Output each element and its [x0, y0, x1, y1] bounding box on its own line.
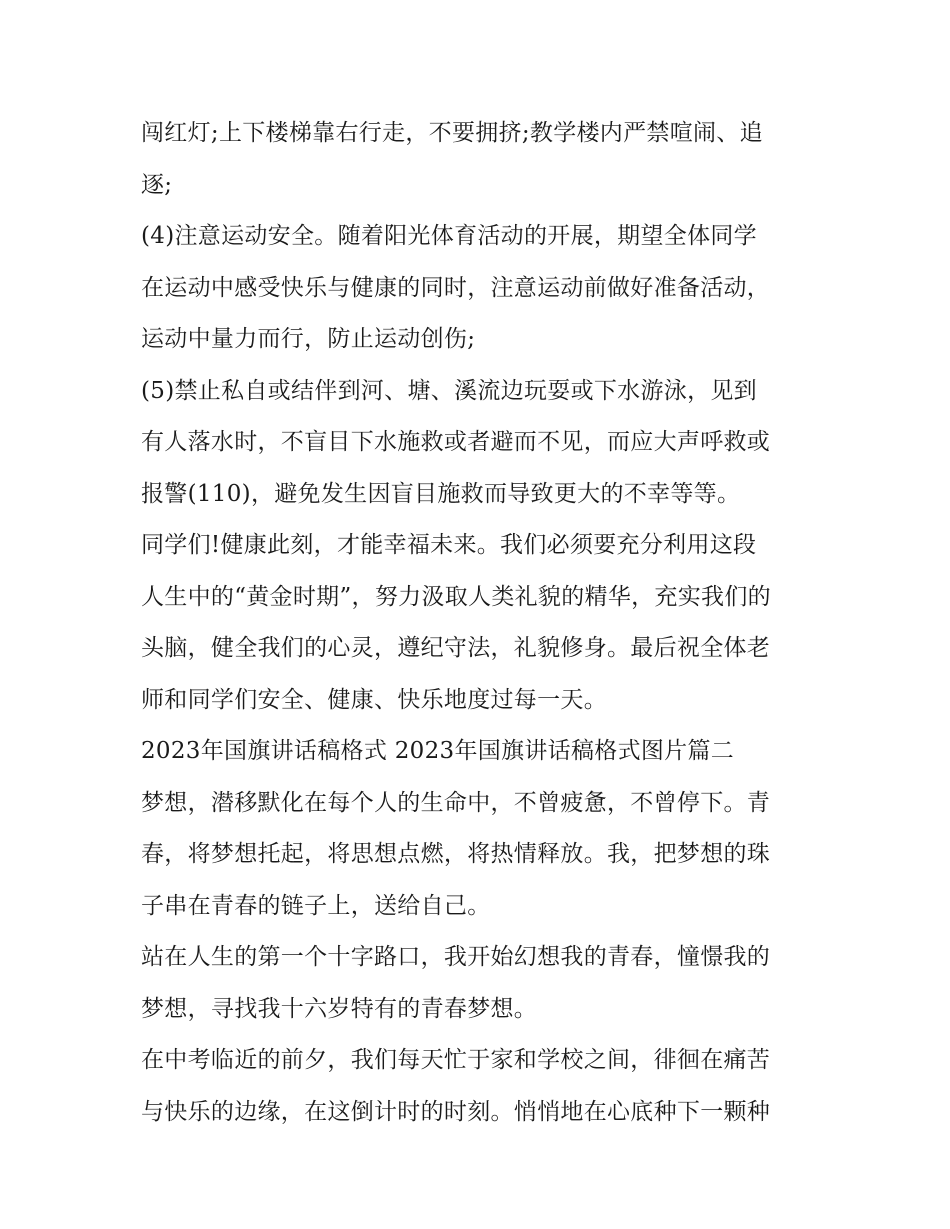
document-body: [141, 108, 821, 1138]
text-line: 师和同学们安全、健康、快乐地度过每一天。: [141, 686, 607, 713]
text-line: 梦想，潜移默化在每个人的生命中，不曾疲惫，不曾停下。青: [141, 789, 771, 816]
text-line: 闯红灯;上下楼梯靠右行走，不要拥挤;教学楼内严禁喧闹、追: [141, 120, 763, 146]
text-line: 报警(110)，避免发生因盲目施救而导致更大的不幸等等。: [141, 480, 741, 507]
text-line: 同学们!健康此刻，才能幸福未来。我们必须要充分利用这段: [141, 532, 757, 558]
text-line: 人生中的“黄金时期”，努力汲取人类礼貌的精华，充实我们的: [141, 583, 771, 610]
text-line: 运动中量力而行，防止运动创伤;: [141, 326, 476, 352]
text-line: 子串在青春的链子上，送给自己。: [141, 892, 491, 919]
text-line: 头脑，健全我们的心灵，遵纪守法，礼貌修身。最后祝全体老: [141, 635, 771, 661]
text-line: 逐;: [141, 171, 173, 198]
text-line: 在中考临近的前夕，我们每天忙于家和学校之间，徘徊在痛苦: [141, 1047, 771, 1073]
text-line: 春，将梦想托起，将思想点燃，将热情释放。我，把梦想的珠: [141, 841, 771, 867]
text-line: (5)禁止私自或结伴到河、塘、溪流边玩耍或下水游泳，见到: [141, 377, 757, 404]
text-line: 有人落水时，不盲目下水施救或者避而不见，而应大声呼救或: [141, 429, 771, 455]
text-line: 梦想，寻找我十六岁特有的青春梦想。: [141, 995, 538, 1022]
text-line: 与快乐的边缘，在这倒计时的时刻。悄悄地在心底种下一颗种: [141, 1098, 771, 1125]
text-line: 站在人生的第一个十字路口，我开始幻想我的青春，憧憬我的: [141, 944, 771, 970]
text-line: (4)注意运动安全。随着阳光体育活动的开展，期望全体同学: [141, 223, 757, 249]
section-heading: 2023年国旗讲话稿格式 2023年国旗讲话稿格式图片篇二: [141, 738, 735, 764]
text-line: 在运动中感受快乐与健康的同时，注意运动前做好准备活动，: [141, 274, 771, 301]
